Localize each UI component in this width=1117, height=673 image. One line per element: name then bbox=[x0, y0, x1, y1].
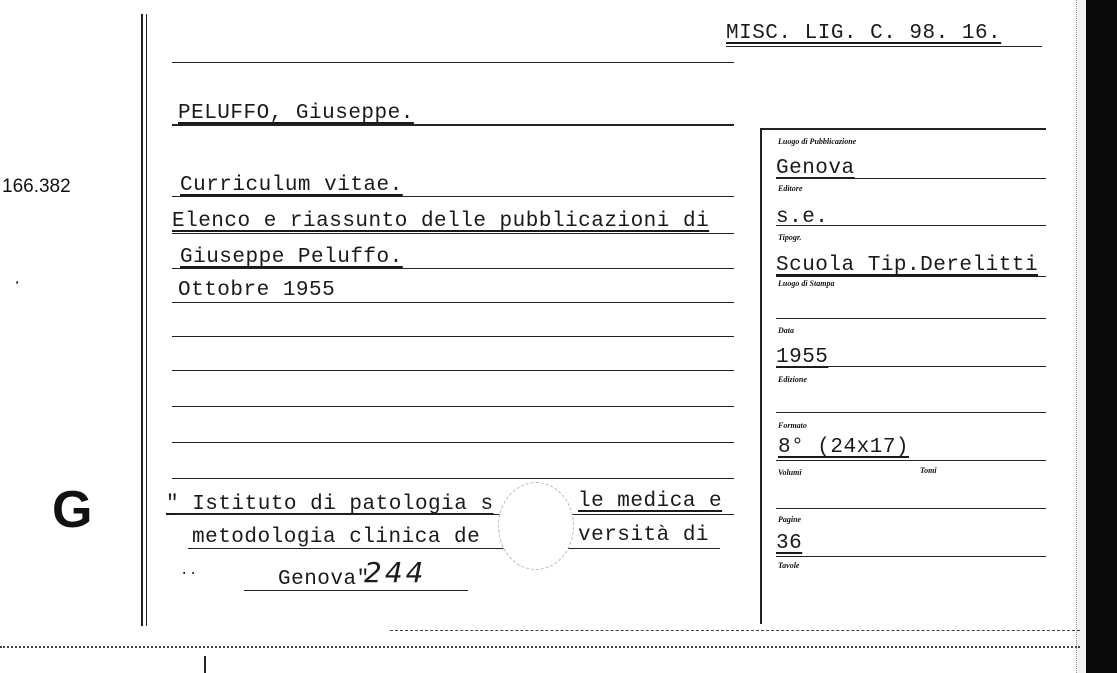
plates-label: Tavole bbox=[778, 561, 800, 570]
date-label: Data bbox=[778, 326, 794, 335]
card-right-edge-light bbox=[1076, 0, 1086, 673]
title-line-1: Curriculum vitae. bbox=[180, 174, 403, 197]
punch-hole bbox=[498, 482, 574, 570]
series-rule-1 bbox=[172, 514, 734, 515]
volumes-label: Volumi bbox=[778, 468, 802, 477]
date-value: 1955 bbox=[776, 346, 829, 369]
lower-card-mark bbox=[204, 656, 206, 673]
card-left-border-inner bbox=[146, 14, 147, 626]
blank-rule-4 bbox=[172, 442, 734, 443]
index-letter: G bbox=[52, 481, 93, 539]
header-rule bbox=[172, 62, 734, 63]
series-rule-2 bbox=[188, 548, 720, 549]
printer-label: Tipogr. bbox=[778, 233, 802, 242]
place-label: Luogo di Pubblicazione bbox=[778, 137, 857, 146]
print-place-label: Luogo di Stampa bbox=[778, 279, 835, 288]
card-bottom-edge-2 bbox=[390, 630, 1080, 631]
pages-value: 36 bbox=[776, 532, 803, 555]
shelfmark-rule bbox=[726, 46, 1042, 47]
series-line-2b: versità di bbox=[578, 524, 710, 547]
publisher-label: Editore bbox=[778, 184, 803, 193]
volumes-rule bbox=[776, 508, 1046, 509]
pages-rule bbox=[776, 556, 1046, 557]
place-rule bbox=[776, 178, 1046, 179]
print-place-rule bbox=[776, 318, 1046, 319]
date-rule bbox=[776, 366, 1046, 367]
edition-rule bbox=[776, 412, 1046, 413]
printer-value: Scuola Tip.Derelitti bbox=[776, 254, 1039, 277]
series-line-1b: le medica e bbox=[578, 490, 723, 513]
format-rule bbox=[776, 460, 1046, 461]
shelfmark: MISC. LIG. C. 98. 16. bbox=[726, 22, 1002, 45]
field-box-left bbox=[760, 128, 762, 624]
title-line-2: Elenco e riassunto delle pubblicazioni di bbox=[172, 210, 710, 233]
card-right-edge bbox=[1085, 0, 1117, 673]
tomes-label: Tomi bbox=[920, 466, 937, 475]
author-rule bbox=[172, 124, 734, 126]
blank-rule-5 bbox=[172, 478, 734, 479]
margin-dot: · bbox=[14, 272, 21, 293]
blank-rule-3 bbox=[172, 406, 734, 407]
edition-label: Edizione bbox=[778, 375, 807, 384]
printer-rule bbox=[776, 276, 1046, 277]
series-rule-3 bbox=[244, 590, 468, 591]
title-rule-1 bbox=[172, 196, 734, 197]
card-left-border bbox=[141, 14, 143, 626]
series-line-2a: metodologia clinica de bbox=[192, 526, 481, 549]
title-rule-3 bbox=[172, 268, 734, 269]
blank-rule-2 bbox=[172, 370, 734, 371]
publisher-value: s.e. bbox=[776, 206, 829, 229]
pages-label: Pagine bbox=[778, 515, 802, 524]
format-value: 8° (24x17) bbox=[778, 436, 910, 459]
format-label: Formato bbox=[778, 421, 807, 430]
series-mark: ·· bbox=[180, 566, 198, 582]
title-rule-4 bbox=[172, 302, 734, 303]
series-line-1a: " Istituto di patologia s bbox=[166, 493, 494, 516]
blank-rule-1 bbox=[172, 336, 734, 337]
card-bottom-edge bbox=[0, 646, 1080, 648]
title-line-4: Ottobre 1955 bbox=[178, 279, 336, 302]
title-line-3: Giuseppe Peluffo. bbox=[180, 246, 403, 269]
series-line-3: Genova" bbox=[278, 568, 370, 591]
handwritten-number: 244 bbox=[364, 556, 427, 589]
title-rule-2 bbox=[172, 233, 734, 234]
classification-number: 166.382 bbox=[2, 176, 71, 197]
place-value: Genova bbox=[776, 157, 855, 180]
author-heading: PELUFFO, Giuseppe. bbox=[178, 102, 414, 125]
field-box-top bbox=[760, 128, 1046, 130]
publisher-rule bbox=[776, 225, 1046, 226]
